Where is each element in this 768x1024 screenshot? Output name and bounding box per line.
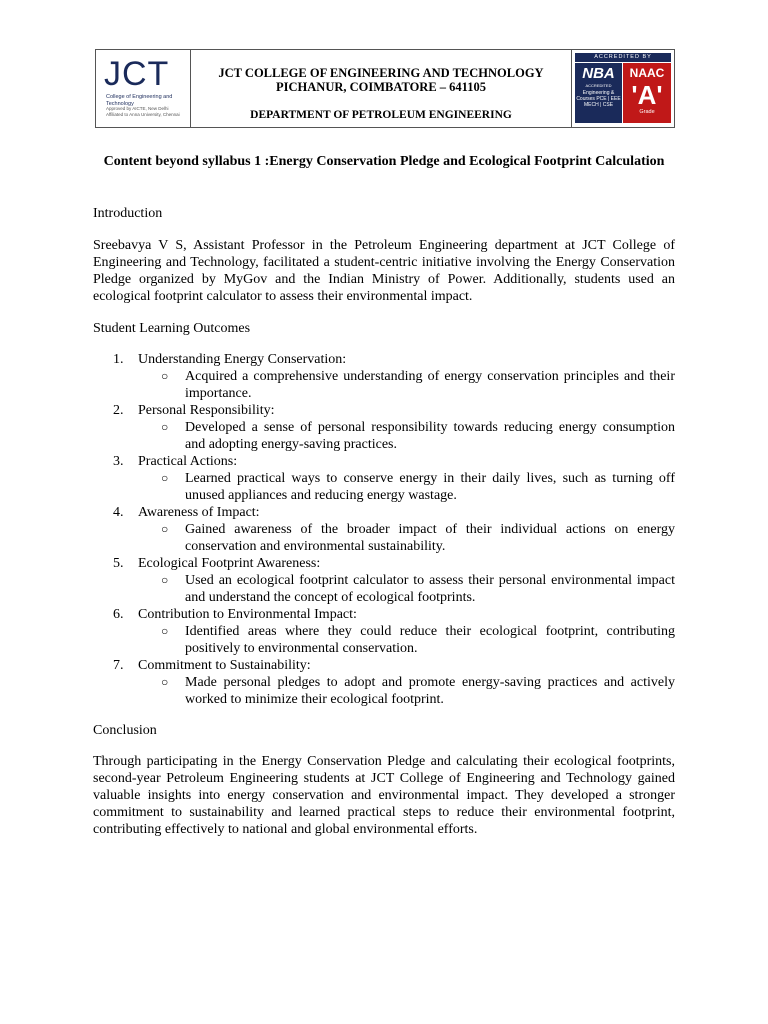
outcomes-list: [93, 351, 675, 708]
college-location: PICHANUR, COIMBATORE – 641105: [276, 80, 486, 94]
item-detail: Used an ecological footprint calculator to assess their personal environmental impact and understand the concept of ecological footprints.: [185, 573, 675, 605]
item-detail: Gained awareness of the broader impact of their individual actions on energy conservation and environmental sustainability.: [185, 522, 675, 554]
bullet-circle-icon: ○: [161, 471, 169, 485]
item-detail: Identified areas where they could reduce their ecological footprint, contributing positively to environmental conservation.: [185, 624, 675, 656]
item-label: Ecological Footprint Awareness:: [138, 556, 321, 571]
bullet-circle-icon: ○: [161, 573, 169, 587]
intro-heading: Introduction: [93, 206, 163, 221]
item-number: 7.: [113, 658, 124, 673]
department-name: DEPARTMENT OF PETROLEUM ENGINEERING: [250, 109, 512, 121]
item-detail: Acquired a comprehensive understanding of energy conservation principles and their importance.: [185, 369, 675, 401]
list-item: [93, 504, 675, 555]
bullet-circle-icon: ○: [161, 522, 169, 536]
item-detail: Learned practical ways to conserve energy in their daily lives, such as turning off unused appliances and reducing energy wastage.: [185, 471, 675, 503]
naac-grade-word: Grade: [639, 109, 655, 115]
item-label: Awareness of Impact:: [138, 505, 260, 520]
accreditation-badges: [571, 50, 674, 127]
logo-subtitle: College of Engineering and Technology: [106, 94, 173, 107]
item-label: Understanding Energy Conservation:: [138, 352, 347, 367]
letterhead: [95, 49, 675, 128]
accreditation-banner: ACCREDITED BY: [575, 53, 671, 62]
conclusion-heading: Conclusion: [93, 723, 157, 738]
item-number: 4.: [113, 505, 124, 520]
item-number: 5.: [113, 556, 124, 571]
nba-programs: Engineering & Courses PCE | EEE MECH | CSE: [576, 90, 621, 108]
list-item: [93, 657, 675, 708]
logo-text: JCT: [104, 55, 170, 93]
list-item: [93, 351, 675, 402]
outcomes-heading: Student Learning Outcomes: [93, 321, 251, 336]
conclusion-paragraph: Through participating in the Energy Conservation Pledge and calculating their ecological footprints, second-year Petroleum Engineering students at JCT College of Engineering and Technology gained valuable insights into energy conservation and environmental impact. They developed a stronger commitment to sustainability and learned practical steps to reduce their environmental footprint, contributing effectively to national and global environmental efforts.: [93, 754, 675, 837]
list-item: [93, 555, 675, 606]
college-name: JCT COLLEGE OF ENGINEERING AND TECHNOLOGY: [218, 66, 544, 80]
bullet-circle-icon: ○: [161, 624, 169, 638]
item-label: Personal Responsibility:: [138, 403, 275, 418]
document-title: Content beyond syllabus 1 :Energy Conservation Pledge and Ecological Footprint Calculation: [103, 154, 665, 169]
nba-mark: NBA: [582, 65, 615, 82]
naac-mark: NAAC: [629, 66, 665, 80]
list-item: [93, 453, 675, 504]
logo-tagline: Approved by AICTE, New Delhi Affiliated to Anna University, Chennai: [106, 106, 180, 117]
item-detail: Made personal pledges to adopt and promote energy-saving practices and actively worked to minimize their ecological footprint.: [185, 675, 675, 707]
item-label: Practical Actions:: [138, 454, 238, 469]
list-item: [93, 606, 675, 657]
nba-badge: [575, 63, 622, 123]
letterhead-title: [191, 50, 571, 127]
intro-paragraph: Sreebavya V S, Assistant Professor in the Petroleum Engineering department at JCT College of Engineering and Technology, facilitated a student-centric initiative involving the Energy Conservation Pledge organized by MyGov and the Indian Ministry of Power. Additionally, students used an ecological footprint calculator to assess their environmental impact.: [93, 238, 675, 304]
naac-grade: 'A': [631, 80, 663, 110]
naac-badge: [623, 63, 671, 123]
item-number: 2.: [113, 403, 124, 418]
college-logo: [96, 50, 191, 127]
item-detail: Developed a sense of personal responsibility towards reducing energy consumption and adopting energy-saving practices.: [185, 420, 675, 452]
item-number: 3.: [113, 454, 124, 469]
item-label: Commitment to Sustainability:: [138, 658, 311, 673]
bullet-circle-icon: ○: [161, 369, 169, 383]
nba-accredited: ACCREDITED: [585, 83, 612, 88]
bullet-circle-icon: ○: [161, 420, 169, 434]
bullet-circle-icon: ○: [161, 675, 169, 689]
item-number: 6.: [113, 607, 124, 622]
item-label: Contribution to Environmental Impact:: [138, 607, 357, 622]
list-item: [93, 402, 675, 453]
item-number: 1.: [113, 352, 124, 367]
